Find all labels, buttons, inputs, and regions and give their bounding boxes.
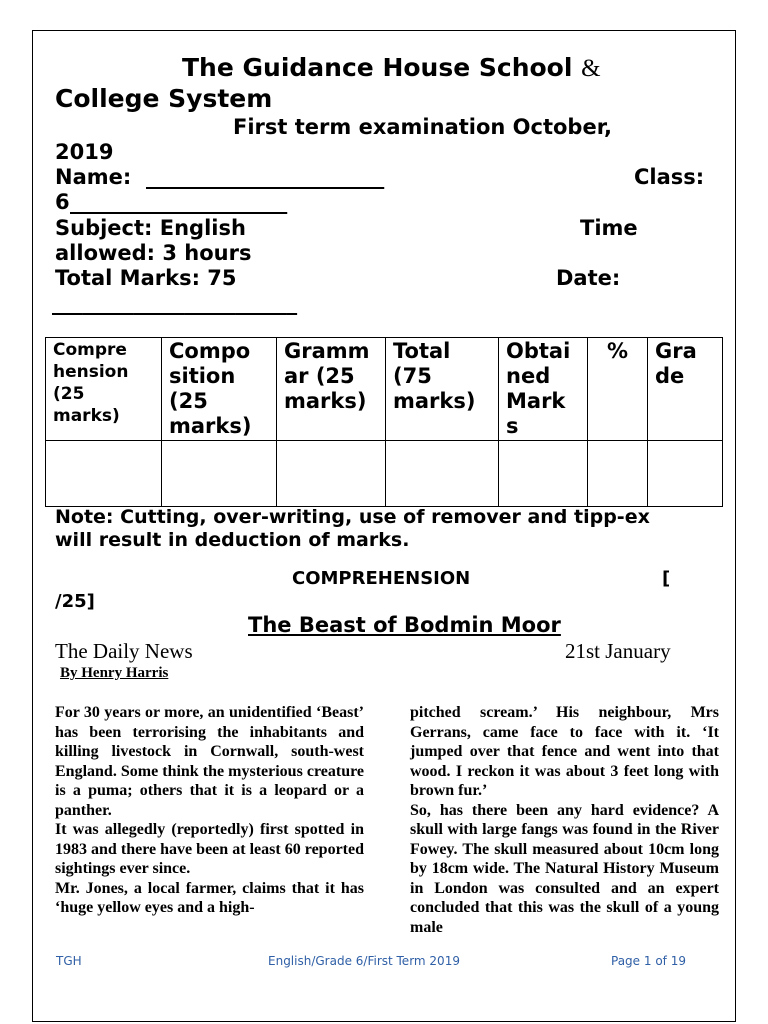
article-left-column (55, 703, 364, 918)
header-grade: Gra de (648, 338, 723, 441)
exam-year: 2019 (55, 140, 114, 164)
article-title: The Beast of Bodmin Moor (248, 613, 561, 637)
header-composition: Compo sition (25 marks) (162, 338, 277, 441)
header-grammar: Gramm ar (25 marks) (277, 338, 386, 441)
marks-table (45, 337, 723, 507)
header-total: Total (75 marks) (386, 338, 499, 441)
cell-obtained-marks[interactable] (499, 441, 588, 507)
marks-table-entry-row (46, 441, 723, 507)
date-label: Date: (556, 266, 621, 290)
left-paragraph-2: It was allegedly (reportedly) first spotted in 1983 and there have been at least 60 reported sightings ever since. (55, 821, 364, 877)
footer-left: TGH (56, 954, 82, 968)
note-line1: Note: Cutting, over-writing, use of remover and tipp-ex (55, 506, 650, 528)
cell-grade[interactable] (648, 441, 723, 507)
cell-total[interactable] (386, 441, 499, 507)
ampersand: & (581, 55, 601, 82)
school-name-line2: College System (55, 84, 273, 113)
exam-title: First term examination October, (233, 115, 612, 139)
subject: Subject: English (55, 216, 246, 240)
class-blank[interactable]: _______________________ (70, 190, 287, 214)
header-comprehension: Compre hension (25 marks) (46, 338, 162, 441)
left-paragraph-3: Mr. Jones, a local farmer, claims that it has ‘huge yellow eyes and a high- (55, 879, 364, 916)
article-date: 21st January (565, 639, 671, 663)
total-marks: Total Marks: 75 (55, 266, 237, 290)
byline: By Henry Harris (60, 665, 169, 681)
time-allowed: allowed: 3 hours (55, 241, 252, 265)
name-label: Name: (55, 165, 132, 189)
time-label: Time (580, 216, 638, 240)
header-percent: % (588, 338, 648, 441)
name-blank[interactable]: ________________________ (146, 165, 384, 189)
cell-composition[interactable] (162, 441, 277, 507)
date-blank[interactable]: ________________________ (52, 291, 297, 315)
article-right-column (410, 703, 719, 937)
cell-percent[interactable] (588, 441, 648, 507)
section-score: /25] (55, 591, 95, 612)
marks-table-header-row (46, 338, 723, 441)
cell-comprehension[interactable] (46, 441, 162, 507)
note-line2: will result in deduction of marks. (55, 529, 410, 551)
class-value: 6 (55, 190, 70, 214)
cell-grammar[interactable] (277, 441, 386, 507)
footer-center: English/Grade 6/First Term 2019 (268, 954, 460, 968)
score-bracket: [ (662, 568, 671, 589)
right-paragraph-2: So, has there been any hard evidence? A skull with large fangs was found in the River Fowey. The skull measured about 10cm long by 18cm wide. The Natural History Museum in London was consulted and an expert concluded that this was the skull of a young male (410, 801, 719, 936)
newspaper-name: The Daily News (55, 639, 193, 663)
school-name-line1: The Guidance House School & (182, 53, 601, 82)
left-paragraph-1: For 30 years or more, an unidentified ‘Beast’ has been terrorising the inhabitants and killing livestock in Cornwall, south-west England. Some think the mysterious creature is a puma; others that it is a leopard or a panther. (55, 704, 364, 819)
header-obtained-marks: Obtai ned Mark s (499, 338, 588, 441)
class-label: Class: (634, 165, 705, 189)
right-paragraph-1: pitched scream.’ His neighbour, Mrs Gerrans, came face to face with it. ‘It jumped over that fence and went into that wood. I reckon it was about 3 feet long with brown fur.’ (410, 704, 719, 799)
page-number: Page 1 of 19 (611, 954, 686, 968)
section-heading: COMPREHENSION (292, 568, 471, 589)
